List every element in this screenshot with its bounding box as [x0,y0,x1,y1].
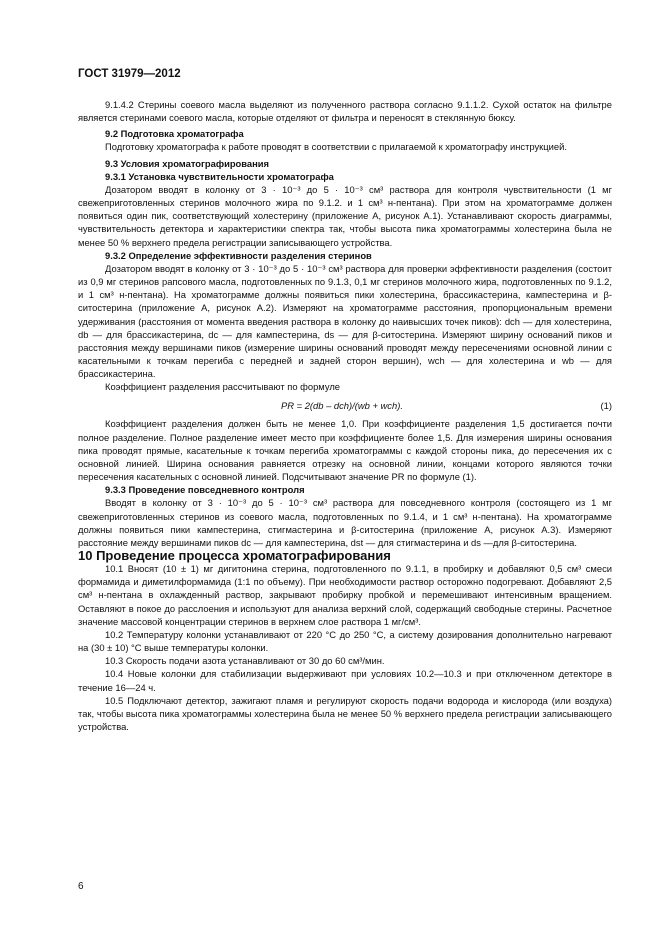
heading-9-3-2: 9.3.2 Определение эффективности разделения стеринов [105,249,372,261]
formula-pr: PR = 2(db – dch)/(wb + wch). [281,400,403,412]
heading-9-2: 9.2 Подготовка хроматографа [105,128,244,140]
formula-block [78,397,612,413]
paragraph-10-5: 10.5 Подключают детектор, зажигают пламя и регулируют скорость подачи водорода и кислорода (или воздуха) так, чтобы высота пика хроматограммы холестерина была не менее 50 % верхнего предела регистрации записывающего устройства. [78,694,612,733]
page-number: 6 [78,881,84,892]
paragraph-9-3-3: Вводят в колонку от 3 · 10⁻³ до 5 · 10⁻³ см³ раствора для повседневного контроля (состоящего из 1 мг свежеприготовленных стеринов из соевого масла, подготовленных по 9.1.4, и 1 см³ н-пентана). На хроматограмме должны появиться пики кампестерина, стигмастерина и β-ситостерина (приложение А, рисунок А.3). Измеряют расстояние между вершинами пиков dc — для кампестерина, dst — для стигмастерина и ds —для β-ситостерина. [78,497,612,548]
heading-9-3-3: 9.3.3 Проведение повседневного контроля [105,484,305,496]
heading-9-3: 9.3 Условия хроматографирования [105,157,270,169]
paragraph-10-4: 10.4 Новые колонки для стабилизации выдерживают при условиях 10.2—10.3 и при отключенном детекторе в течение 16—24 ч. [78,668,612,693]
paragraph-10-2: 10.2 Температуру колонки устанавливают от 220 °С до 250 °С, а систему дозирования дополнительно нагревают на (30 ± 10) °С выше температуры колонки. [78,628,612,654]
paragraph-coefficient-rules: Коэффициент разделения должен быть не менее 1,0. При коэффициенте разделения 1,5 достигается почти полное разделение. Полное разделение имеет место при коэффициенте более 1,5. Для измерения ширины основания пика проводят прямые, касательные к точкам перегиба хроматограммы с каждой стороны пика, до пересечения их с основной линией. Ширина основания равняется отрезку на основной линии, концами которого являются точки пересечения касательных с основной линией. Подсчитывают значение PR по формуле (1). [78,418,612,483]
paragraph-10-1: 10.1 Вносят (10 ± 1) мг дигитонина стерина, подготовленного по 9.1.1, в пробирку и добавляют 0,5 см³ смеси формамида и диметилформамида (1:1 по объему). При необходимости раствор осторожно подогревают. Добавляют 2,5 см³ н-пентана в охлажденный раствор, закрывают пробирку пробкой и перемешивают интенсивным вращением. Оставляют в покое до расслоения и используют для анализа верхний слой, содержащий свободные стерины. Расчетное значение массовой концентрации стеринов в верхнем слое раствора 1 мг/см³. [78,563,612,627]
paragraph-9-2: Подготовку хроматографа к работе проводят в соответствии с прилагаемой к хроматографу инструкцией. [105,141,567,153]
document-header: ГОСТ 31979—2012 [78,68,181,80]
paragraph-coefficient-intro: Коэффициент разделения рассчитывают по формуле [105,381,341,393]
paragraph-10-3: 10.3 Скорость подачи азота устанавливают от 30 до 60 см³/мин. [105,655,385,667]
paragraph-9-1-4-2: 9.1.4.2 Стерины соевого масла выделяют из полученного раствора согласно 9.1.1.2. Сухой остаток на фильтре является стеринами соевого масла, которые отделяют от фильтра и переносят в стеклянную бюксу. [78,99,612,124]
heading-9-3-1: 9.3.1 Установка чувствительности хроматографа [105,170,334,182]
text-column [78,98,612,733]
paragraph-9-3-1: Дозатором вводят в колонку от 3 · 10⁻³ до 5 · 10⁻³ см³ раствора для контроля чувствительности (1 мг свежеприготовленных стеринов молочного жира по 9.1.2. и 1 см³ н-пентана). При этом на хроматограмме должен появиться один пик, соответствующий холестерину (приложение А, рисунок А.1). Устанавливают скорость диаграммы, чувствительность детектора и характеристики спектра так, чтобы высота пика хроматограммы холестерина была не менее 50 % верхнего предела регистрации записывающего устройства. [78,183,612,248]
heading-section-10: 10 Проведение процесса хроматографирования [78,548,391,563]
formula-number: (1) [600,400,612,412]
paragraph-9-3-2: Дозатором вводят в колонку от 3 · 10⁻³ до 5 · 10⁻³ см³ раствора для проверки эффективности разделения (состоит из 0,9 мг стеринов рапсового масла, подготовленных по 9.1.3, 0,1 мг стеринов молочного жира, подготовленных по 9.1.2, и 1 см³ н-пентана). На хроматограмме должны появиться пики холестерина, брассикастерина, кампестерина и β-ситостерина (приложение А, рисунок А.2). Измеряют на хроматограмме расстояния, пропорциональным времени удерживания (расстояния от момента введения раствора в колонку до наивысших точек пиков): dch — для холестерина, db — для брассикастерина, dc — для кампестерина, ds — для β-ситостерина. Измеряют ширину оснований пиков и расстояния между вершинами пиков (измерение ширины оснований проводят между пересечениями основной линии с касательными к точкам перегиба с передней и задней сторон вершин), wch — для холестерина и wb — для брассикастерина. [78,262,612,380]
